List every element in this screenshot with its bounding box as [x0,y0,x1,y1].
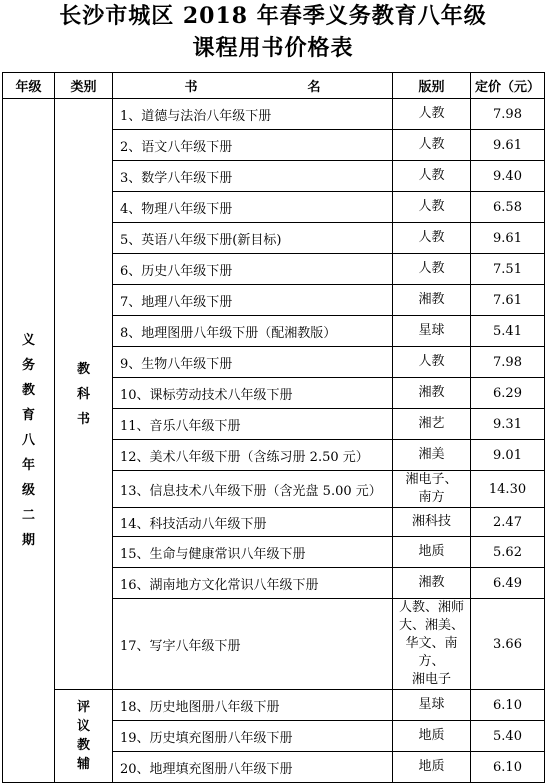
grade-cell-char: 育 [21,408,35,423]
publisher-line: 地质 [418,728,445,743]
book-name-cell: 4、物理八年级下册 [113,192,393,223]
publisher-line: 地质 [418,759,445,774]
price-cell: 2.47 [471,508,545,537]
book-name-cell: 7、地理八年级下册 [113,285,393,316]
publisher-line: 湘教 [418,385,445,400]
price-cell: 9.40 [471,161,545,192]
publisher-line: 湘科技 [411,514,451,529]
publisher-cell [393,568,471,599]
book-name-cell: 14、科技活动八年级下册 [113,508,393,537]
header-book-name [113,73,393,99]
publisher-line: 湘教 [418,292,445,307]
price-cell: 7.98 [471,347,545,378]
price-cell: 7.51 [471,254,545,285]
price-cell: 9.31 [471,409,545,440]
publisher-cell [393,721,471,752]
publisher-line: 人教 [418,106,445,121]
category-aux-cell-char: 评 [76,700,90,715]
header-price: 定价（元） [471,73,545,99]
book-name-cell: 11、音乐八年级下册 [113,409,393,440]
publisher-cell [393,254,471,285]
grade-cell-char: 务 [21,358,35,373]
grade-cell [3,99,55,783]
price-cell: 6.10 [471,690,545,721]
table-header [3,73,545,99]
page-title-line2: 课程用书价格表 [192,35,354,61]
category-textbook-cell-char: 教 [76,361,90,377]
book-name-cell: 5、英语八年级下册(新目标) [113,223,393,254]
price-cell: 9.01 [471,440,545,471]
publisher-cell [393,99,471,130]
publisher-cell [393,409,471,440]
grade-cell-char: 教 [21,383,35,398]
publisher-line: 人教 [418,261,445,276]
publisher-cell [393,690,471,721]
publisher-line: 湘美 [418,447,445,462]
category-aux-cell-char: 教 [76,738,90,753]
publisher-cell [393,440,471,471]
publisher-line: 人教 [418,354,445,369]
book-name-cell: 10、课标劳动技术八年级下册 [113,378,393,409]
table-row [3,690,545,721]
grade-cell-char: 八 [21,433,35,448]
book-name-cell: 19、历史填充图册八年级下册 [113,721,393,752]
publisher-line: 南方 [418,490,445,505]
price-cell: 6.29 [471,378,545,409]
grade-cell-char: 二 [21,508,35,523]
page-title-line1: 长沙市城区 2018 年春季义务教育八年级 [59,3,487,29]
book-name-cell: 12、美术八年级下册（含练习册 2.50 元） [113,440,393,471]
publisher-line: 湘电子、 [405,472,458,487]
publisher-line: 人教 [418,137,445,152]
publisher-cell [393,161,471,192]
price-cell: 5.40 [471,721,545,752]
publisher-cell [393,192,471,223]
price-cell: 7.61 [471,285,545,316]
publisher-cell [393,471,471,508]
publisher-line: 星球 [418,323,445,338]
grade-cell-char: 年 [21,458,35,473]
publisher-line: 人教 [418,230,445,245]
price-cell: 9.61 [471,130,545,161]
category-aux-cell-char: 议 [76,719,90,734]
publisher-line: 地质 [418,544,445,559]
price-cell: 7.98 [471,99,545,130]
book-name-cell: 3、数学八年级下册 [113,161,393,192]
price-cell: 14.30 [471,471,545,508]
publisher-line: 湘电子 [411,672,451,687]
price-cell: 9.61 [471,223,545,254]
book-name-cell: 20、地理填充图册八年级下册 [113,752,393,783]
grade-cell-char: 义 [21,333,35,348]
book-name-cell: 9、生物八年级下册 [113,347,393,378]
publisher-line: 湘教 [418,575,445,590]
book-name-cell: 15、生命与健康常识八年级下册 [113,537,393,568]
book-name-cell: 1、道德与法治八年级下册 [113,99,393,130]
publisher-cell [393,752,471,783]
grade-cell-char: 期 [21,533,35,548]
publisher-line: 湘艺 [418,416,445,431]
publisher-line: 人教 [418,168,445,183]
publisher-cell [393,223,471,254]
book-name-cell: 6、历史八年级下册 [113,254,393,285]
book-name-cell: 8、地理图册八年级下册（配湘教版） [113,316,393,347]
price-cell: 5.41 [471,316,545,347]
header-publisher: 版别 [393,73,471,99]
category-textbook-cell-char: 科 [76,386,90,402]
table-row [3,99,545,130]
publisher-cell [393,347,471,378]
header-grade: 年级 [3,73,55,99]
publisher-cell [393,599,471,690]
publisher-line: 人教 [418,199,445,214]
book-name-cell: 16、湖南地方文化常识八年级下册 [113,568,393,599]
book-name-cell: 13、信息技术八年级下册（含光盘 5.00 元） [113,471,393,508]
price-cell: 5.62 [471,537,545,568]
publisher-line: 华文、南方、 [405,636,458,669]
header-book-name-char1: 书 [184,80,198,95]
book-name-cell: 2、语文八年级下册 [113,130,393,161]
table-body [3,99,545,783]
price-cell: 6.10 [471,752,545,783]
publisher-cell [393,378,471,409]
price-table [2,72,545,783]
grade-cell-char: 级 [21,483,35,498]
publisher-line: 人教、湘师 [398,600,464,615]
header-book-name-char2: 名 [307,80,321,95]
category-aux-cell-char: 辅 [76,757,90,772]
category-textbook-cell [55,99,113,690]
publisher-cell [393,316,471,347]
category-textbook-cell-char: 书 [76,411,90,427]
publisher-cell [393,508,471,537]
publisher-cell [393,285,471,316]
header-category: 类别 [55,73,113,99]
price-cell: 6.49 [471,568,545,599]
book-name-cell: 18、历史地图册八年级下册 [113,690,393,721]
book-name-cell: 17、写字八年级下册 [113,599,393,690]
publisher-cell [393,537,471,568]
publisher-line: 星球 [418,697,445,712]
category-aux-cell [55,690,113,783]
price-cell: 6.58 [471,192,545,223]
price-cell: 3.66 [471,599,545,690]
publisher-cell [393,130,471,161]
publisher-line: 大、湘美、 [398,618,464,633]
